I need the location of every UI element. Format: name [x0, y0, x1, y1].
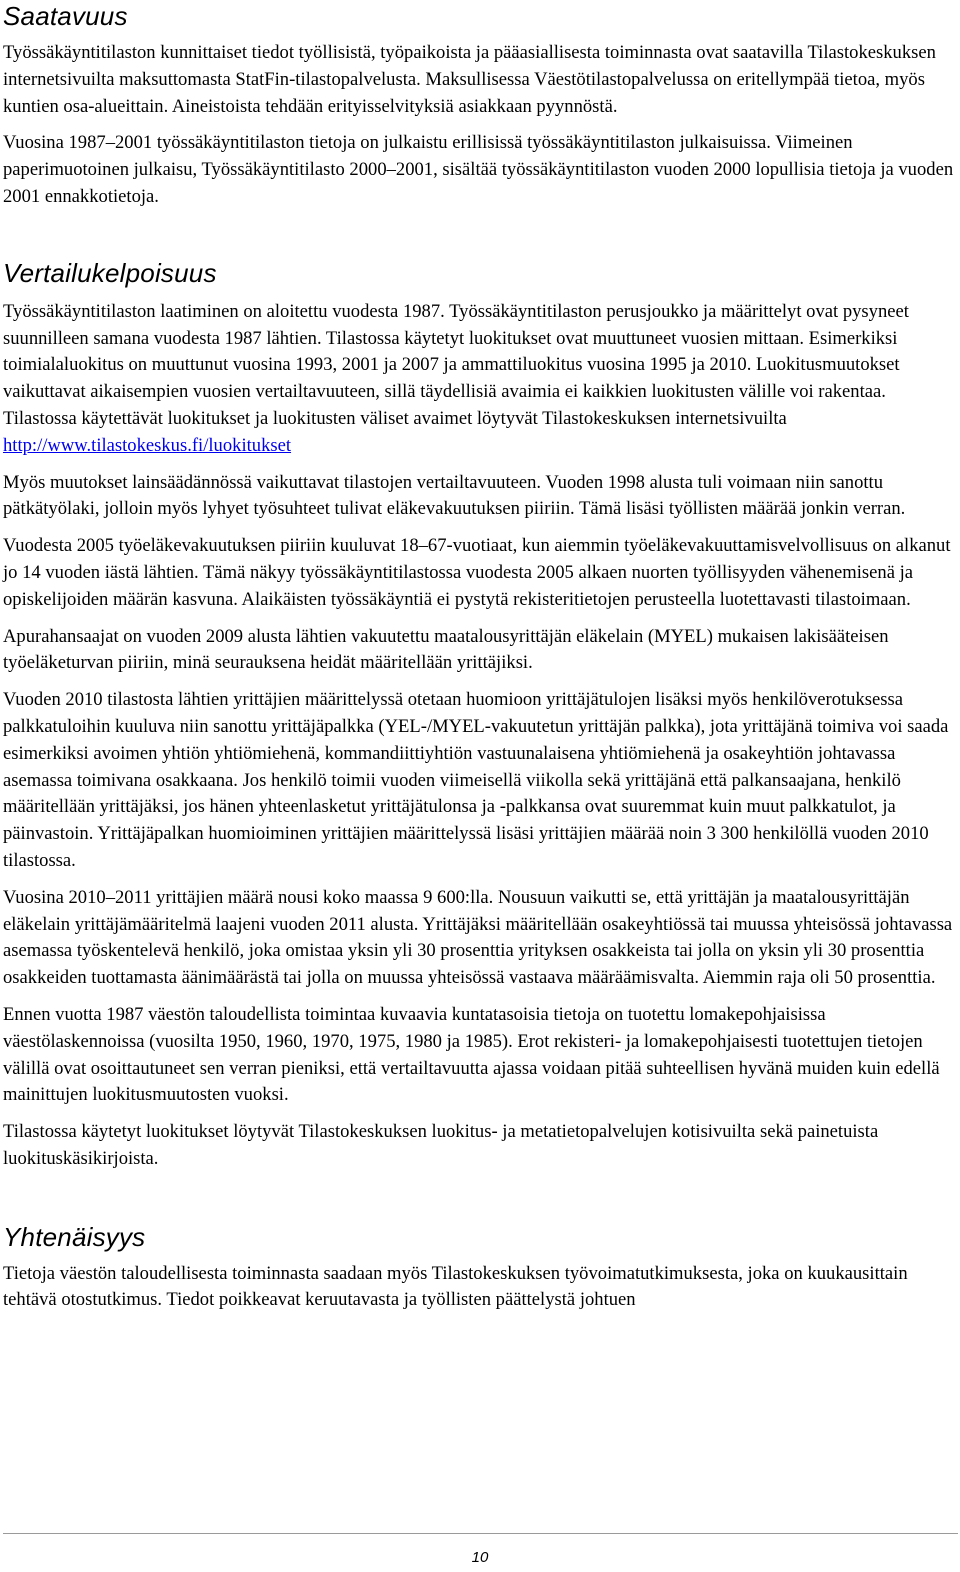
paragraph: Vuosina 2010–2011 yrittäjien määrä nousi koko maassa 9 600:lla. Nousuun vaikutti se, että yrittäjän ja maatalousyrittäjän eläkelain yrittäjämääritelmä laajeni vuoden 2011 alusta. Yrittäjäksi määritellään osakeyhtiössä tai muussa yhteisössä johtavassa asemassa työskentelevä henkilö, joka omistaa yksin yli 30 prosenttia yrityksen osakkeista tai jolla on yksin yli 30 prosenttia osakkeiden tuottamasta äänimäärästä tai jolla on muussa yhteisössä vastaava määräämisvalta. Aiemmin raja oli 50 prosenttia. [3, 886, 953, 989]
paragraph: Työssäkäyntitilaston kunnittaiset tiedot työllisistä, työpaikoista ja pääasiallisesta toiminnasta ovat saatavilla Tilastokeskuksen internetsivuilta maksuttomasta StatFin-tilastopalvelusta. Maksullisessa Väestötilastopalvelussa on eritellympää tietoa, myös kuntien osa-alueittain. Aineistoista tehdään erityisselvityksiä asiakkaan pyynnöstä. [3, 42, 936, 117]
heading-yhtenaisyys: Yhtenäisyys [3, 1221, 146, 1252]
paragraph: Tilastossa käytetyt luokitukset löytyvät Tilastokeskuksen luokitus- ja metatietopalvelujen kotisivuilta sekä painetuista luokituskäsikirjoista. [3, 1121, 879, 1169]
paragraph: Tietoja väestön taloudellisesta toiminnasta saadaan myös Tilastokeskuksen työvoimatutkimuksesta, joka on kuukausittain tehtävä otostutkimus. Tiedot poikkeavat keruutavasta ja työllisten päättelystä johtuen [3, 1262, 908, 1311]
paragraph: Myös muutokset lainsäädännössä vaikuttavat tilastojen vertailtavuuteen. Vuoden 1998 alusta tuli voimaan niin sanottu pätkätyölaki, jolloin myös lyhyet työsuhteet tulivat eläkevakuutuksen piiriin. Tämä lisäsi työllisten määrää jonkin verran. [3, 471, 906, 520]
paragraph: Vuoden 2010 tilastosta lähtien yrittäjien määrittelyssä otetaan huomioon yrittäjätulojen lisäksi myös henkilöverotuksessa palkkatuloihin kuuluva niin sanottu yrittäjäpalkka (YEL-/MYEL-vakuutetun yrittäjän palkka), jota yrittäjänä toimiva voi saada esimerkiksi avoimen yhtiön yhtiömiehenä, kommandiittiyhtiön vastuunalaisena yhtiömiehenä ja osakeyhtiön johtavassa asemassa toimivana osakkaana. Jos henkilö toimii vuoden viimeisellä viikolla sekä yrittäjänä että palkansaajana, henkilö määritellään yrittäjäksi, jos hänen yhteenlasketut yrittäjätulonsa ja -palkkansa ovat suuremmat kuin muut palkkatulot, ja päinvastoin. Yrittäjäpalkan huomioiminen yrittäjien määrittelyssä lisäsi yrittäjien määrää noin 3 300 henkilöllä vuoden 2010 tilastossa. [3, 689, 949, 871]
heading-vertailukelpoisuus: Vertailukelpoisuus [3, 257, 217, 288]
paragraph: Vuodesta 2005 työeläkevakuutuksen piiriin kuuluvat 18–67-vuotiaat, kun aiemmin työeläkevakuuttamisvelvollisuus on alkanut jo 14 vuoden iästä lähtien. Tämä näkyy työssäkäyntitilastossa vuodesta 2005 alkaen nuorten työllisyyden vähenemisenä ja opiskelijoiden määrän kasvuna. Alaikäisten työssäkäyntiä ei pystytä rekisteritietojen perusteella luotettavasti tilastoimaan. [3, 535, 951, 610]
footer-divider [3, 1533, 958, 1534]
luokitukset-link[interactable]: http://www.tilastokeskus.fi/luokitukset [3, 434, 292, 456]
paragraph: Ennen vuotta 1987 väestön taloudellista toimintaa kuvaavia kuntatasoisia tietoja on tuotettu lomakepohjaisissa väestölaskennoissa (vuosilta 1950, 1960, 1970, 1975, 1980 ja 1985). Erot rekisteri- ja lomakepohjaisesti tuotettujen tietojen välillä ovat osoittautuneet sen verran pieniksi, että vertailtavuutta ajassa voidaan pitää suhteellisen hyvänä muiden kuin edellä mainittujen luokitusmuutosten vuoksi. [3, 1003, 940, 1106]
paragraph-text: Työssäkäyntitilaston laatiminen on aloitettu vuodesta 1987. Työssäkäyntitilaston perusjoukko ja määrittelyt ovat pysyneet suunnilleen samana vuodesta 1987 lähtien. Tilastossa käytetyt luokitukset ovat muuttuneet vuosien mittaan. Esimerkiksi toimialaluokitus on muuttunut vuosina 1993, 2001 ja 2007 ja ammattiluokitus vuosina 1995 ja 2010. Luokitusmuutokset vaikuttavat aikaisempien vuosien vertailtavuuteen, sillä täydellisiä avaimia ei kaikkien luokitusten välille voi rakentaa. Tilastossa käytettävät luokitukset ja luokitusten väliset avaimet löytyvät Tilastokeskuksen internetsivuilta [3, 300, 909, 429]
page-number: 10 [471, 1549, 489, 1566]
paragraph-with-link [3, 299, 958, 460]
paragraph: Apurahansaajat on vuoden 2009 alusta lähtien vakuutettu maatalousyrittäjän eläkelain (MYEL) mukaisen lakisääteisen työeläketurvan piiriin, minä seurauksena heidät määritellään yrittäjiksi. [3, 625, 889, 674]
paragraph: Vuosina 1987–2001 työssäkäyntitilaston tietoja on julkaistu erillisissä työssäkäyntitilaston julkaisuissa. Viimeinen paperimuotoinen julkaisu, Työssäkäyntitilasto 2000–2001, sisältää työssäkäyntitilaston vuoden 2000 lopullisia tietoja ja vuoden 2001 ennakkotietoja. [3, 132, 954, 207]
heading-saatavuus: Saatavuus [3, 1, 128, 31]
